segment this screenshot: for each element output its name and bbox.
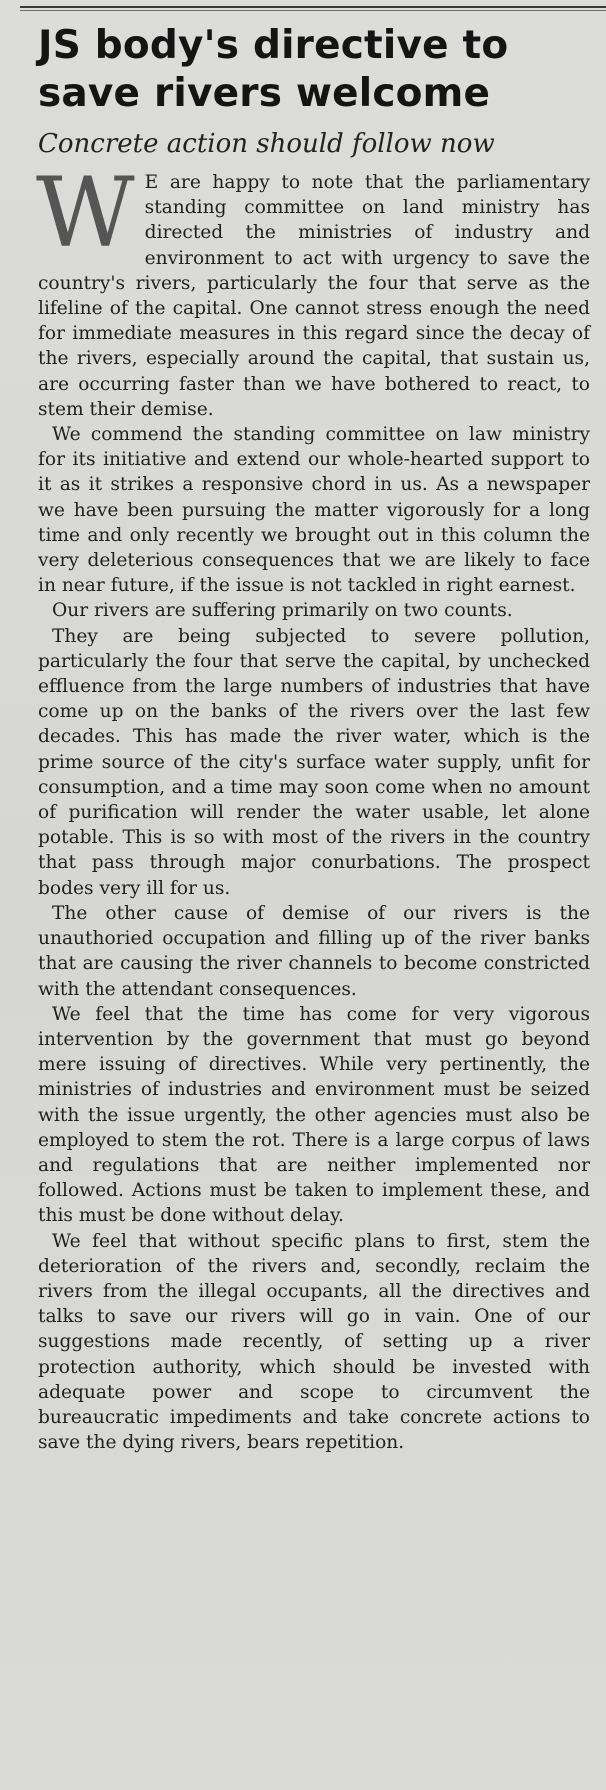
paragraph-1-text: E are happy to note that the parliamentary standing committee on land ministry has directed the ministries of industry and environment to act with urgency to save the country's rivers, particularly the four that serve as the lifeline of the capital. One cannot stress enough the need for immediate measures in this regard since the decay of the rivers, especially around the capital, that sustain us, are occurring faster than we have bothered to react, to stem their demise. bbox=[38, 172, 590, 420]
paragraph-1 bbox=[36, 157, 590, 422]
top-rule-thin bbox=[20, 10, 606, 11]
paragraph-3: Our rivers are suffering primarily on two counts. bbox=[52, 600, 513, 622]
paragraph-2: We commend the standing committee on law ministry for its initiative and extend our whole-hearted support to it as it strikes a responsive chord in us. As a newspaper we have been pursuing the matter vigorously for a long time and only recently we brought out in this column the very deleterious consequences that we are likely to face in near future, if the issue is not tackled in right earnest. bbox=[38, 424, 590, 597]
article-body bbox=[36, 157, 590, 1455]
paragraph-4: They are being subjected to severe pollution, particularly the four that serve the capital, by unchecked effluence from the large numbers of industries that have come up on the banks of the rivers over the last few decades. This has made the river water, which is the prime source of the city's surface water supply, unfit for consumption, and a time may soon come when no amount of purification will render the water usable, let alone potable. This is so with most of the rivers in the country that pass through major conurbations. The prospect bodes very ill for us. bbox=[38, 625, 590, 899]
paragraph-5: The other cause of demise of our rivers is the unauthoried occupation and filling up of the river banks that are causing the river channels to become constricted with the attendant consequences. bbox=[38, 902, 590, 1000]
headline-line-2: save rivers welcome bbox=[38, 71, 491, 116]
subheadline: Concrete action should follow now bbox=[38, 129, 495, 159]
drop-cap: W bbox=[36, 157, 135, 269]
top-rule bbox=[20, 6, 606, 8]
paragraph-6: We feel that the time has come for very vigorous intervention by the government that must go beyond mere issuing of directives. While very pertinently, the ministries of industries and environment must be seized with the issue urgently, the other agencies must also be employed to stem the rot. There is a large corpus of laws and regulations that are neither implemented nor followed. Actions must be taken to implement these, and this must be done without delay. bbox=[38, 1003, 590, 1227]
headline-line-1: JS body's directive to bbox=[38, 23, 509, 68]
headline bbox=[38, 22, 598, 118]
paragraph-7: We feel that without specific plans to first, stem the deterioration of the rivers and, secondly, reclaim the rivers from the illegal occupants, all the directives and talks to save our rivers will go in vain. One of our suggestions made recently, of setting up a river protection authority, which should be invested with adequate power and scope to circumvent the bureaucratic impediments and take concrete actions to save the dying rivers, bears repetition. bbox=[38, 1230, 590, 1454]
